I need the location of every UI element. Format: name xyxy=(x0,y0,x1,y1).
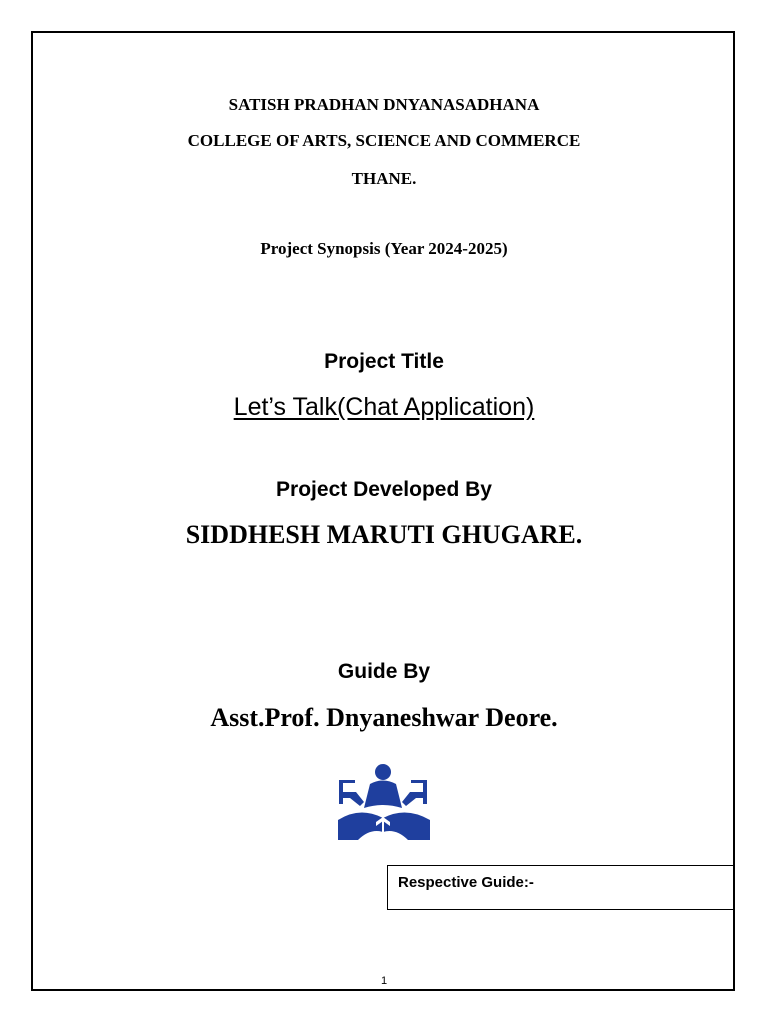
guide-name: Asst.Prof. Dnyaneshwar Deore. xyxy=(210,703,558,732)
developer-heading: Project Developed By xyxy=(276,478,492,501)
college-emblem-icon xyxy=(336,762,432,842)
guide-heading: Guide By xyxy=(337,660,431,683)
page-number: 1 xyxy=(380,975,388,987)
synopsis-year: Project Synopsis (Year 2024-2025) xyxy=(260,239,508,258)
college-city: THANE. xyxy=(351,169,417,188)
respective-guide-box xyxy=(387,865,734,910)
project-title-heading: Project Title xyxy=(324,350,444,373)
developer-name: SIDDHESH MARUTI GHUGARE. xyxy=(185,520,583,549)
college-name-line-1: SATISH PRADHAN DNYANASADHANA xyxy=(228,95,540,114)
respective-guide-label: Respective Guide:- xyxy=(398,874,534,891)
college-name-line-2: COLLEGE OF ARTS, SCIENCE AND COMMERCE xyxy=(187,131,581,150)
project-title-name: Let’s Talk(Chat Application) xyxy=(233,393,535,421)
